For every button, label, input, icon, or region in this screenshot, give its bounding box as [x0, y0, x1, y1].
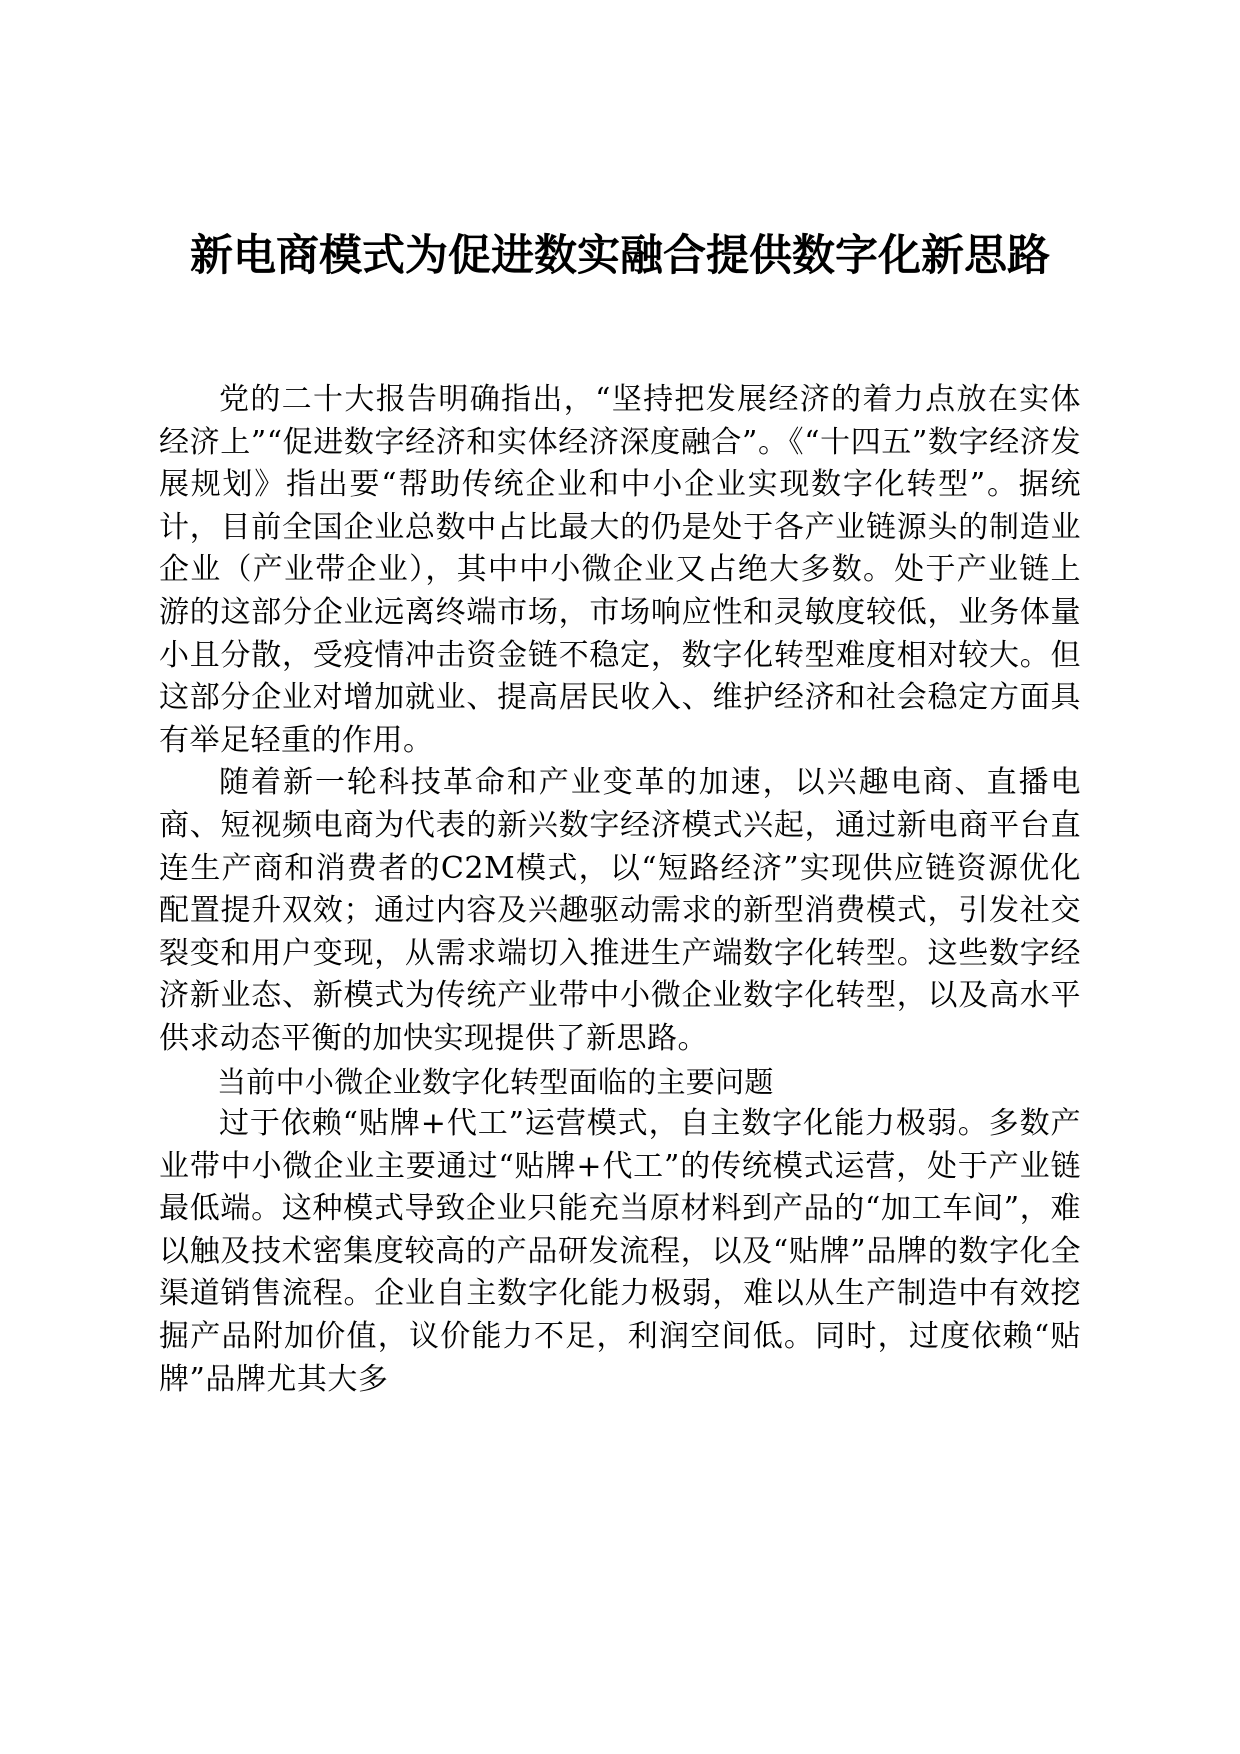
- context-paragraph: 随着新一轮科技革命和产业变革的加速，以兴趣电商、直播电商、短视频电商为代表的新兴数字经济模式兴起，通过新电商平台直连生产商和消费者的C2M模式，以“短路经济”实现供应链资源优化配置提升双效；通过内容及兴趣驱动需求的新型消费模式，引发社交裂变和用户变现，从需求端切入推进生产端数字化转型。这些数字经济新业态、新模式为传统产业带中小微企业数字化转型，以及高水平供求动态平衡的加快实现提供了新思路。: [159, 765, 1081, 1056]
- section-paragraph: 过于依赖“贴牌+代工”运营模式，自主数字化能力极弱。多数产业带中小微企业主要通过“贴牌+代工”的传统模式运营，处于产业链最低端。这种模式导致企业只能充当原材料到产品的“加工车间”，难以触及技术密集度较高的产品研发流程，以及“贴牌”品牌的数字化全渠道销售流程。企业自主数字化能力极弱，难以从生产制造中有效挖掘产品附加价值，议价能力不足，利润空间低。同时，过度依赖“贴牌”品牌尤其大多: [159, 1106, 1081, 1397]
- intro-paragraph: 党的二十大报告明确指出，“坚持把发展经济的着力点放在实体经济上”“促进数字经济和实体经济深度融合”。《“十四五”数字经济发展规划》指出要“帮助传统企业和中小企业实现数字化转型”。据统计，目前全国企业总数中占比最大的仍是处于各产业链源头的制造业企业（产业带企业），其中中小微企业又占绝大多数。处于产业链上游的这部分企业远离终端市场，市场响应性和灵敏度较低，业务体量小且分散，受疫情冲击资金链不稳定，数字化转型难度相对较大。但这部分企业对增加就业、提高居民收入、维护经济和社会稳定方面具有举足轻重的作用。: [159, 382, 1081, 758]
- document-body: [159, 379, 1081, 1401]
- section-heading: 当前中小微企业数字化转型面临的主要问题: [217, 1064, 774, 1099]
- document-title: 新电商模式为促进数实融合提供数字化新思路: [190, 231, 1050, 281]
